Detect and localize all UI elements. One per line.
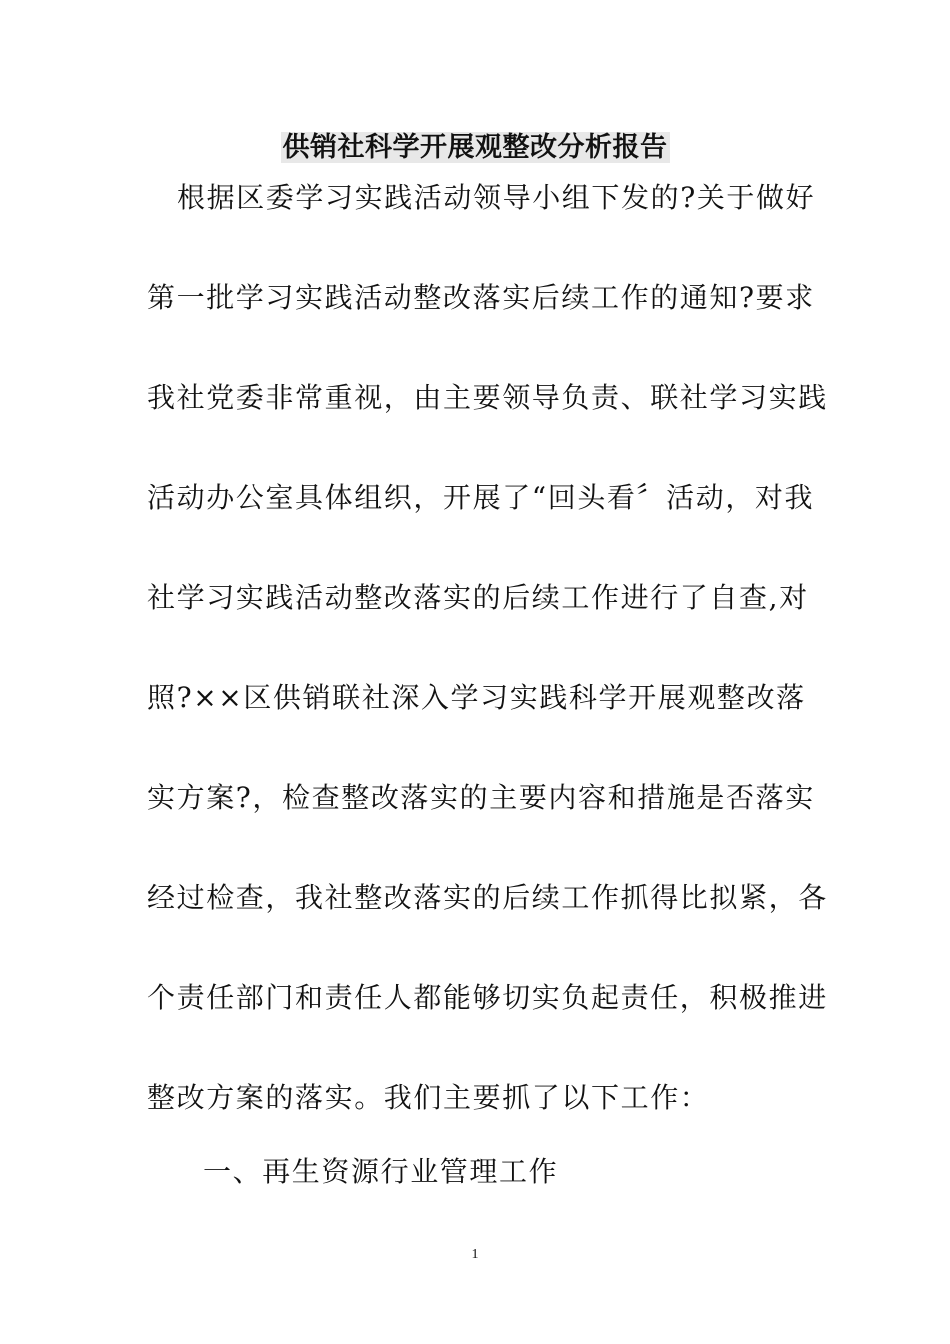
paragraph-line-1: 根据区委学习实践活动领导小组下发的?关于做好 [177,181,816,214]
paragraph-line-9: 个责任部门和责任人都能够切实负起责任，积极推进 [147,981,828,1014]
page-number: 1 [471,1247,479,1262]
paragraph-line-6: 照?××区供销联社深入学习实践科学开展观整改落 [147,681,806,714]
paragraph-line-4: 活动办公室具体组织，开展了“回头看〞活动，对我 [147,481,815,514]
document-title [0,128,950,168]
paragraph-line-5: 社学习实践活动整改落实的后续工作进行了自查,对 [147,581,809,614]
section-heading: 一、再生资源行业管理工作 [203,1155,559,1188]
title-text: 供销社科学开展观整改分析报告 [282,132,668,163]
paragraph-line-8: 经过检查，我社整改落实的后续工作抓得比拟紧，各 [147,881,828,914]
paragraph-line-2: 第一批学习实践活动整改落实后续工作的通知?要求 [147,281,815,314]
paragraph-line-3: 我社党委非常重视，由主要领导负责、联社学习实践 [147,381,828,414]
paragraph-line-10: 整改方案的落实。我们主要抓了以下工作： [147,1081,710,1114]
paragraph-line-7: 实方案?，检查整改落实的主要内容和措施是否落实 [147,781,815,814]
